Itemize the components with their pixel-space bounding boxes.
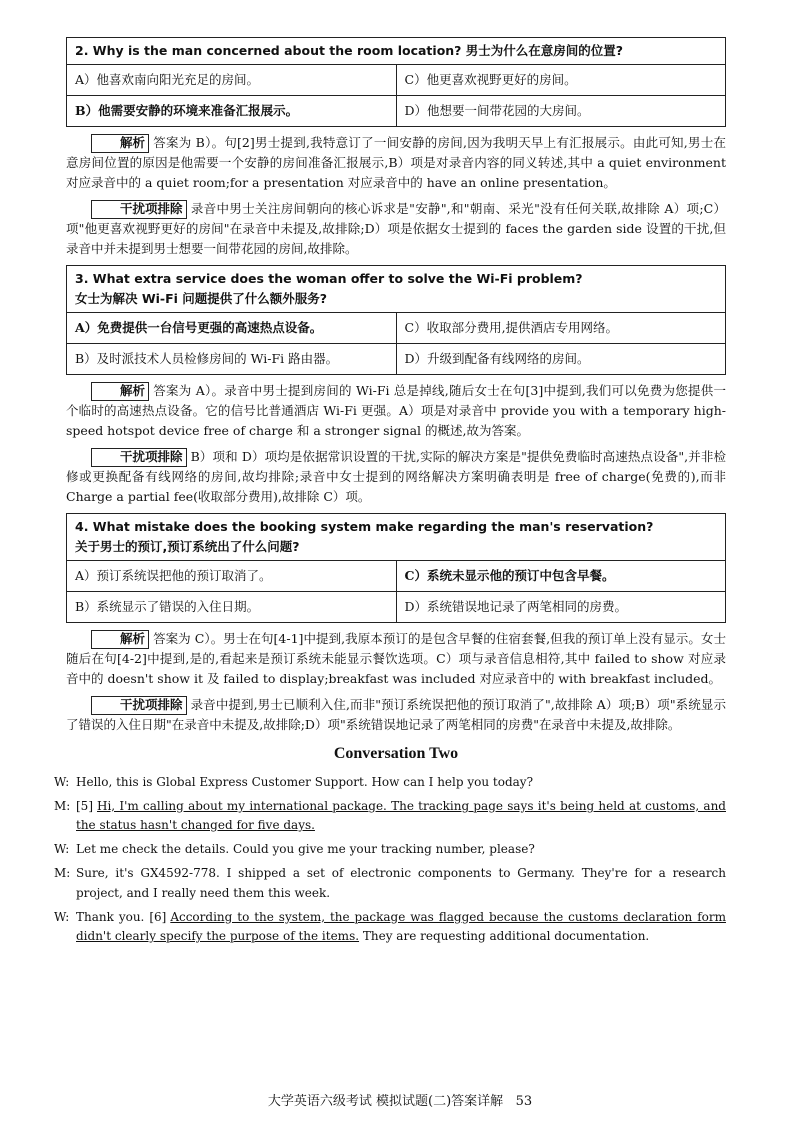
- q4-option-c: C）系统未显示他的预订中包含早餐。: [396, 561, 726, 592]
- q2-distractor-text: 录音中男士关注房间朝向的核心诉求是"安静",和"朝南、采光"没有任何关联,故排除 A）项;C）项"他更喜欢视野更好的房间"在录音中未提及,故排除;D）项是依据女士提到的 faces the garden side 设置的干扰,但录音中并未提到男士想要一间带花园的房间,故排除。: [66, 201, 726, 256]
- transcript-line: [54, 797, 726, 835]
- distractor-tag: 干扰项排除: [91, 200, 187, 219]
- question-3-stem-en: 3. What extra service does the woman offer to solve the Wi-Fi problem?: [75, 271, 583, 286]
- q2-distractor: [66, 199, 726, 259]
- q3-option-a: A）免费提供一台信号更强的高速热点设备。: [67, 313, 397, 344]
- speaker-label: M:: [54, 866, 71, 881]
- speaker-label: W:: [54, 842, 70, 857]
- question-3-table: [66, 265, 726, 375]
- speaker-label: M:: [54, 798, 71, 813]
- distractor-tag: 干扰项排除: [91, 448, 187, 467]
- transcript-line: [54, 840, 726, 859]
- speaker-label: W:: [54, 774, 70, 789]
- q2-option-b: B）他需要安静的环境来准备汇报展示。: [67, 96, 397, 127]
- question-4-stem-cn: 关于男士的预订,预订系统出了什么问题?: [75, 539, 300, 554]
- plain-text: They are requesting additional documentation.: [362, 928, 650, 943]
- question-4-stem: [67, 514, 726, 561]
- question-2-table: [66, 37, 726, 127]
- q3-option-b: B）及时派技术人员检修房间的 Wi-Fi 路由器。: [67, 344, 397, 375]
- question-4-stem-en: 4. What mistake does the booking system make regarding the man's reservation?: [75, 519, 654, 534]
- q4-option-b: B）系统显示了错误的入住日期。: [67, 592, 397, 623]
- underlined-text: According to the system, the package was flagged because the customs declaration form didn't clearly specify the purpose of the items.: [76, 909, 726, 943]
- utterance: [76, 797, 726, 835]
- plain-text: Thank you.: [76, 909, 145, 924]
- utterance: Sure, it's GX4592-778. I shipped a set of electronic components to Germany. They're for a research project, and I really need them this week.: [76, 866, 726, 900]
- q4-option-d: D）系统错误地记录了两笔相同的房费。: [396, 592, 726, 623]
- question-4-table: [66, 513, 726, 623]
- utterance: Let me check the details. Could you give me your tracking number, please?: [76, 842, 535, 857]
- transcript-line: [54, 773, 726, 792]
- q3-option-d: D）升级到配备有线网络的房间。: [396, 344, 726, 375]
- q4-analysis: [66, 629, 726, 689]
- q3-analysis: [66, 381, 726, 441]
- analysis-tag: 解析: [91, 134, 149, 153]
- footer-title: 大学英语六级考试 模拟试题(二)答案详解: [267, 1094, 504, 1109]
- question-3-stem-cn: 女士为解决 Wi-Fi 问题提供了什么额外服务?: [75, 291, 328, 306]
- q2-analysis: [66, 133, 726, 193]
- conversation-title: Conversation Two: [333, 745, 459, 762]
- underlined-text: Hi, I'm calling about my international package. The tracking page says it's being held at customs, and the status hasn't changed for five days.: [76, 798, 726, 832]
- q3-option-c: C）收取部分费用,提供酒店专用网络。: [396, 313, 726, 344]
- transcript-line: [54, 864, 726, 902]
- distractor-tag: 干扰项排除: [91, 696, 187, 715]
- transcript-line: [54, 908, 726, 946]
- q2-option-a: A）他喜欢南向阳光充足的房间。: [67, 65, 397, 96]
- sentence-marker: [6]: [149, 909, 167, 924]
- utterance: Hello, this is Global Express Customer Support. How can I help you today?: [76, 774, 534, 789]
- q4-analysis-text: 答案为 C）。男士在句[4-1]中提到,我原本预订的是包含早餐的住宿套餐,但我的预订单上没有显示。女士随后在句[4-2]中提到,是的,看起来是预订系统未能显示餐饮选项。C）项与录音信息相符,其中 failed to show 对应录音中的 doesn't show it 及 failed to display;breakfast was included 对应录音中的 with breakfast included。: [66, 631, 726, 686]
- question-3-stem: [67, 266, 726, 313]
- analysis-tag: 解析: [91, 630, 149, 649]
- q3-distractor: [66, 447, 726, 507]
- q4-distractor-text: 录音中提到,男士已顺利入住,而非"预订系统误把他的预订取消了",故排除 A）项;B）项"系统显示了错误的入住日期"在录音中未提及,故排除;D）项"系统错误地记录了两笔相同的房费"在录音中未提及,故排除。: [66, 697, 726, 732]
- q2-option-d: D）他想要一间带花园的大房间。: [396, 96, 726, 127]
- sentence-marker: [5]: [76, 798, 93, 813]
- q2-option-c: C）他更喜欢视野更好的房间。: [396, 65, 726, 96]
- utterance: [76, 908, 726, 946]
- page-footer: [0, 1092, 800, 1113]
- q3-distractor-text: B）项和 D）项均是依据常识设置的干扰,实际的解决方案是"提供免费临时高速热点设备",并非检修或更换配备有线网络的房间,故均排除;录音中女士提到的网络解决方案明确表明是 free of charge(免费的),而非 Charge a partial fee(收取部分费用),故排除 C）项。: [66, 449, 726, 504]
- content: [54, 37, 726, 951]
- q2-analysis-text: 答案为 B）。句[2]男士提到,我特意订了一间安静的房间,因为我明天早上有汇报展示。由此可知,男士在意房间位置的原因是他需要一个安静的房间准备汇报展示,B）项是对录音内容的同义转述,其中 a quiet environment 对应录音中的 a quiet room;for a presentation 对应录音中的 have an online presentation。: [66, 135, 726, 190]
- question-2-stem: 2. Why is the man concerned about the room location? 男士为什么在意房间的位置?: [67, 38, 726, 65]
- speaker-label: W:: [54, 909, 70, 924]
- q4-distractor: [66, 695, 726, 735]
- analysis-tag: 解析: [91, 382, 149, 401]
- q4-option-a: A）预订系统误把他的预订取消了。: [67, 561, 397, 592]
- page-number: 53: [515, 1094, 533, 1109]
- q3-analysis-text: 答案为 A）。录音中男士提到房间的 Wi-Fi 总是掉线,随后女士在句[3]中提到,我们可以免费为您提供一个临时的高速热点设备。它的信号比普通酒店 Wi-Fi 更强。A）项是对录音中 provide you with a temporary high-speed hotspot device free of charge 和 a stronger signal 的概述,故为答案。: [66, 383, 726, 438]
